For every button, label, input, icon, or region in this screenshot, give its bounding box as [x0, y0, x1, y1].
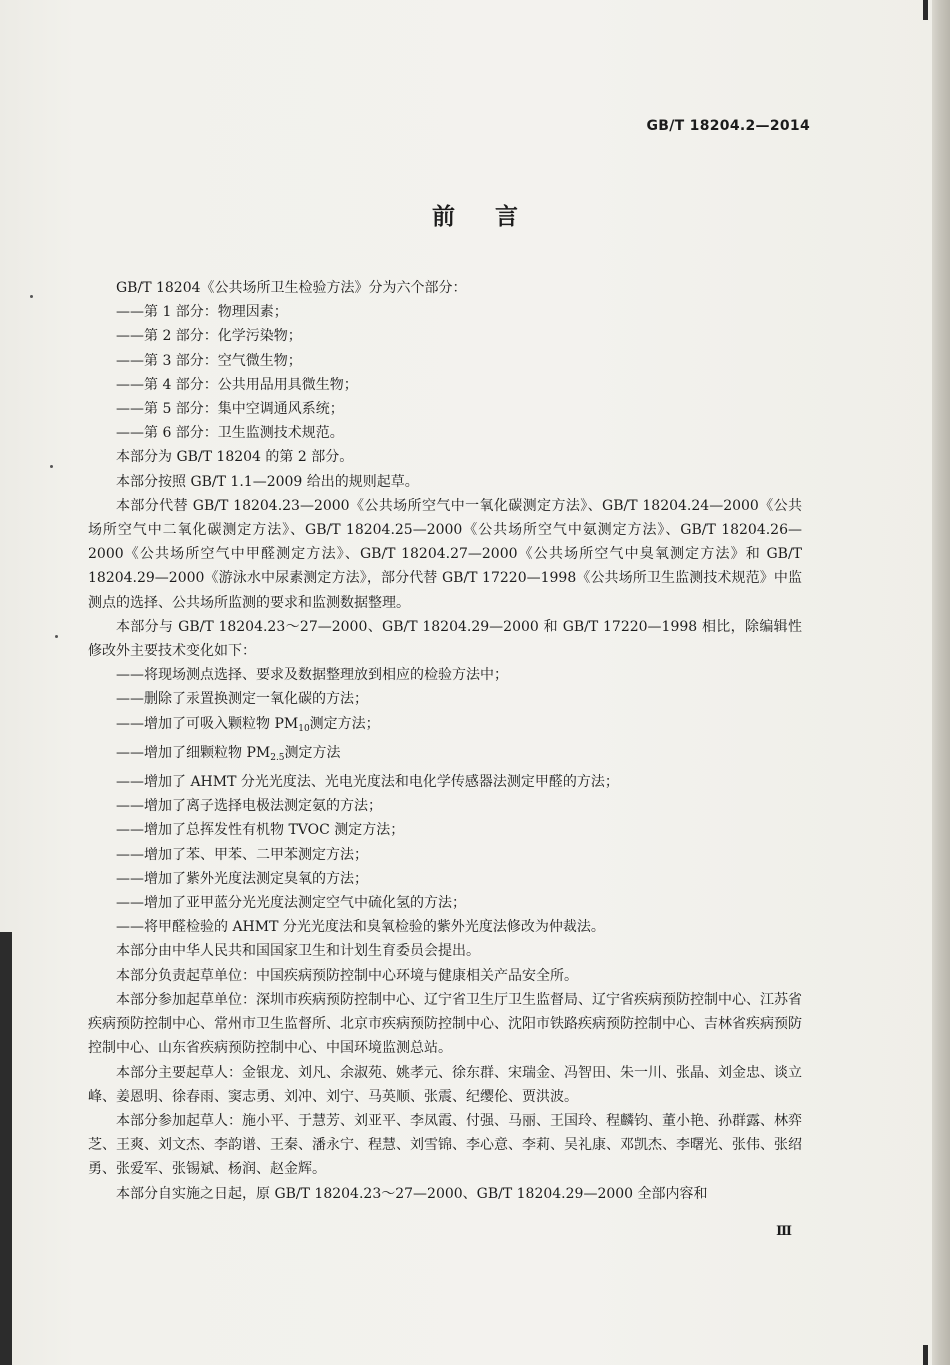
implementation-paragraph: 本部分自实施之日起，原 GB/T 18204.23～27—2000、GB/T 18204.29—2000 全部内容和 [116, 1185, 708, 1202]
comparison-paragraph: 本部分与 GB/T 18204.23～27—2000、GB/T 18204.29—2000 和 GB/T 17220—1998 相比，除编辑性修改外主要技术变化如下： [88, 618, 802, 660]
change-item: ——将甲醛检验的 AHMT 分光光度法和臭氧检验的紫外光度法修改为仲裁法。 [116, 919, 605, 936]
change-item: ——将现场测点选择、要求及数据整理放到相应的检验方法中； [116, 667, 508, 684]
responsible-unit-paragraph: 本部分负责起草单位：中国疾病预防控制中心环境与健康相关产品安全所。 [116, 967, 578, 984]
scan-speck [55, 635, 58, 638]
change-item-pm10 [88, 712, 802, 741]
part-list-item: ——第 4 部分：公共用品用具微生物； [116, 376, 358, 393]
scan-edge-mark [923, 1345, 928, 1365]
part-list-item: ——第 2 部分：化学污染物； [116, 328, 302, 345]
participating-drafters-paragraph: 本部分参加起草人：施小平、于慧芳、刘亚平、李凤霞、付强、马丽、王国玲、程麟钧、董小艳、孙群露、林弈芝、王爽、刘文杰、李韵谱、王秦、潘永宁、程慧、刘雪锦、李心意、李莉、吴礼康、邓凯杰、李曙光、张伟、张绍勇、张爱军、张锡斌、杨润、赵金辉。 [88, 1112, 802, 1178]
part-list-item: ——第 6 部分：卫生监测技术规范。 [116, 425, 344, 442]
subscript: 10 [298, 723, 310, 734]
main-drafters-paragraph: 本部分主要起草人：金银龙、刘凡、余淑苑、姚孝元、徐东群、宋瑞金、冯智田、朱一川、张晶、刘金忠、谈立峰、姜恩明、徐春雨、窦志勇、刘冲、刘宁、马英顺、张震、纪缨伦、贾洪波。 [88, 1064, 802, 1105]
change-text: ——增加了细颗粒物 PM [116, 744, 271, 761]
document-body [88, 276, 802, 1206]
change-item: ——增加了 AHMT 分光光度法、光电光度法和电化学传感器法测定甲醛的方法； [116, 774, 619, 791]
intro-paragraph: GB/T 18204《公共场所卫生检验方法》分为六个部分： [116, 280, 467, 296]
this-part-paragraph: 本部分为 GB/T 18204 的第 2 部分。 [116, 449, 354, 466]
scan-speck [30, 295, 33, 298]
proposer-paragraph: 本部分由中华人民共和国国家卫生和计划生育委员会提出。 [116, 943, 480, 960]
change-item: ——增加了总挥发性有机物 TVOC 测定方法； [116, 822, 405, 839]
scan-edge-mark [923, 0, 928, 20]
drafting-rule-paragraph: 本部分按照 GB/T 1.1—2009 给出的规则起草。 [116, 473, 419, 490]
part-list-item: ——第 5 部分：集中空调通风系统； [116, 401, 344, 418]
change-item: ——删除了汞置换测定一氧化碳的方法； [116, 691, 368, 708]
change-text: ——增加了可吸入颗粒物 PM [116, 715, 299, 732]
change-item: ——增加了离子选择电极法测定氨的方法； [116, 798, 382, 815]
change-item: ——增加了亚甲蓝分光光度法测定空气中硫化氢的方法； [116, 895, 466, 912]
part-list-item: ——第 3 部分：空气微生物； [116, 352, 302, 369]
change-item: ——增加了苯、甲苯、二甲苯测定方法； [116, 846, 368, 863]
page-title: 前言 [432, 204, 558, 230]
scan-shadow [0, 932, 12, 1365]
change-text: 测定方法； [309, 715, 380, 732]
part-list-item: ——第 1 部分：物理因素； [116, 304, 288, 321]
page-number: Ⅲ [776, 1224, 792, 1239]
participating-units-paragraph: 本部分参加起草单位：深圳市疾病预防控制中心、辽宁省卫生厅卫生监督局、辽宁省疾病预防控制中心、江苏省疾病预防控制中心、常州市卫生监督所、北京市疾病预防控制中心、沈阳市铁路疾病预防控制中心、吉林省疾病预防控制中心、山东省疾病预防控制中心、中国环境监测总站。 [88, 991, 802, 1057]
change-text: 测定方法 [284, 744, 341, 761]
change-item: ——增加了紫外光度法测定臭氧的方法； [116, 870, 368, 887]
change-item-pm25 [88, 741, 802, 770]
subscript: 2.5 [270, 752, 285, 763]
scan-speck [50, 465, 53, 468]
replaces-paragraph: 本部分代替 GB/T 18204.23—2000《公共场所空气中一氧化碳测定方法》、GB/T 18204.24—2000《公共场所空气中二氧化碳测定方法》、GB/T 18204.25—2000《公共场所空气中氨测定方法》、GB/T 18204.26—2000《公共场所空气中甲醛测定方法》、GB/T 18204.27—2000《公共场所空气中臭氧测定方法》和 GB/T 18204.29—2000《游泳水中尿素测定方法》，部分代替 GB/T 17220—1998《公共场所卫生监测技术规范》中监测点的选择、公共场所监测的要求和监测数据整理。 [88, 497, 802, 611]
document-code: GB/T 18204.2—2014 [646, 118, 810, 134]
